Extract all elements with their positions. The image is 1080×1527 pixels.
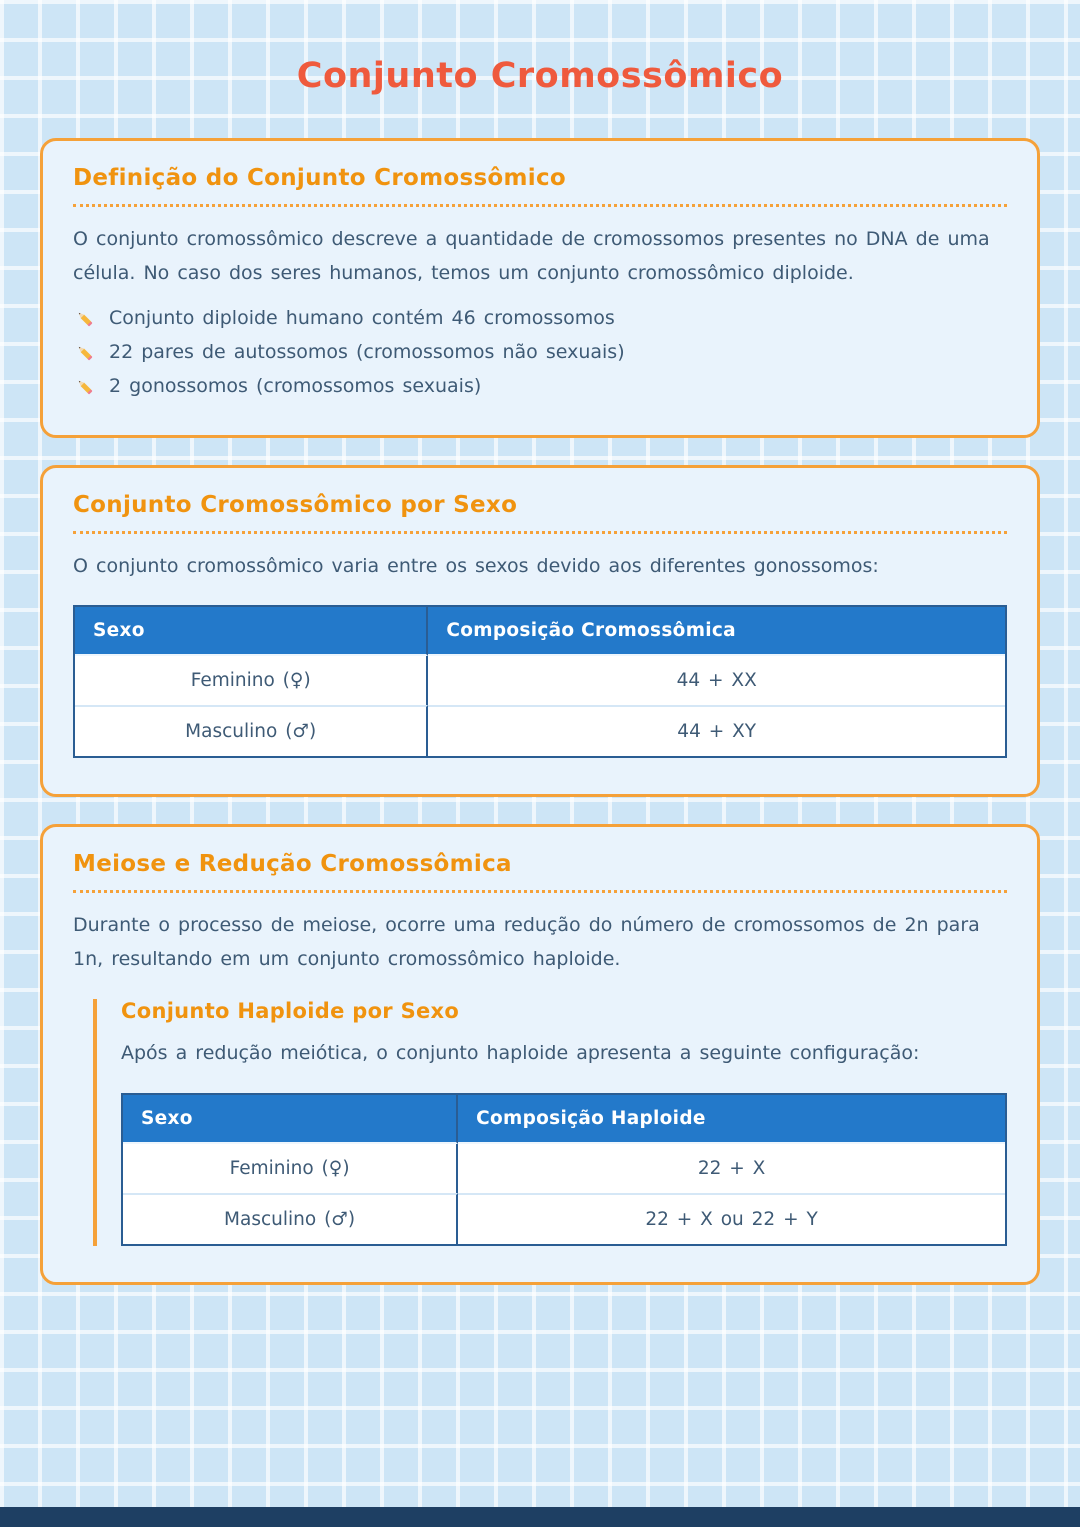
section-heading-por-sexo: Conjunto Cromossômico por Sexo (73, 492, 1007, 534)
table-cell-sexo: Feminino (♀) (123, 1144, 458, 1193)
definicao-paragraph: O conjunto cromossômico descreve a quantidade de cromossomos presentes no DNA de uma célula. No caso dos seres humanos, temos um conjunto cromossômico diploide. (73, 228, 990, 284)
table-header-sexo: Sexo (75, 607, 428, 656)
table-row-feminino (75, 656, 1005, 705)
table-cell-composicao: 22 + X (458, 1144, 1005, 1193)
table-header-sexo: Sexo (123, 1095, 458, 1144)
bullet-text: Conjunto diploide humano contém 46 cromossomos (109, 306, 615, 329)
meiose-paragraph: Durante o processo de meiose, ocorre uma redução do número de cromossomos de 2n para 1n, resultando em um conjunto cromossômico haploide. (73, 914, 980, 971)
haploide-paragraph: Após a redução meiótica, o conjunto haploide apresenta a seguinte configuração: (121, 1042, 920, 1065)
diploid-composition-table (73, 605, 1007, 758)
bottom-bar (0, 1507, 1080, 1527)
table-cell-composicao: 44 + XX (428, 656, 1005, 705)
subsection-heading-haploide: Conjunto Haploide por Sexo (121, 999, 460, 1024)
page-title: Conjunto Cromossômico (296, 56, 784, 96)
table-header-composicao: Composição Cromossômica (428, 607, 1005, 656)
haploid-composition-table (121, 1093, 1007, 1246)
section-heading-definicao: Definição do Conjunto Cromossômico (73, 165, 1007, 207)
table-cell-composicao: 22 + X ou 22 + Y (458, 1193, 1005, 1244)
pencil-icon (73, 341, 95, 363)
table-cell-sexo: Feminino (♀) (75, 656, 428, 705)
table-header-composicao-haploide: Composição Haploide (458, 1095, 1005, 1144)
section-heading-meiose: Meiose e Redução Cromossômica (73, 851, 1007, 893)
card-definicao-conjunto (40, 138, 1040, 438)
table-header-row (123, 1095, 1005, 1144)
card-meiose-reducao (40, 824, 1040, 1284)
pencil-icon (73, 307, 95, 329)
subsection-conjunto-haploide (93, 999, 1007, 1246)
table-row-masculino (75, 705, 1005, 756)
pencil-icon (73, 375, 95, 397)
bullet-text: 22 pares de autossomos (cromossomos não sexuais) (109, 340, 625, 363)
bullet-item (73, 301, 1007, 335)
table-cell-composicao: 44 + XY (428, 705, 1005, 756)
table-cell-sexo: Masculino (♂) (75, 705, 428, 756)
table-header-row (75, 607, 1005, 656)
por-sexo-paragraph: O conjunto cromossômico varia entre os sexos devido aos diferentes gonossomos: (73, 554, 879, 577)
bullet-item (73, 369, 1007, 403)
table-row-feminino (123, 1144, 1005, 1193)
card-conjunto-por-sexo (40, 465, 1040, 798)
definicao-bullet-list (73, 301, 1007, 403)
bullet-text: 2 gonossomos (cromossomos sexuais) (109, 374, 482, 397)
table-cell-sexo: Masculino (♂) (123, 1193, 458, 1244)
bullet-item (73, 335, 1007, 369)
table-row-masculino (123, 1193, 1005, 1244)
